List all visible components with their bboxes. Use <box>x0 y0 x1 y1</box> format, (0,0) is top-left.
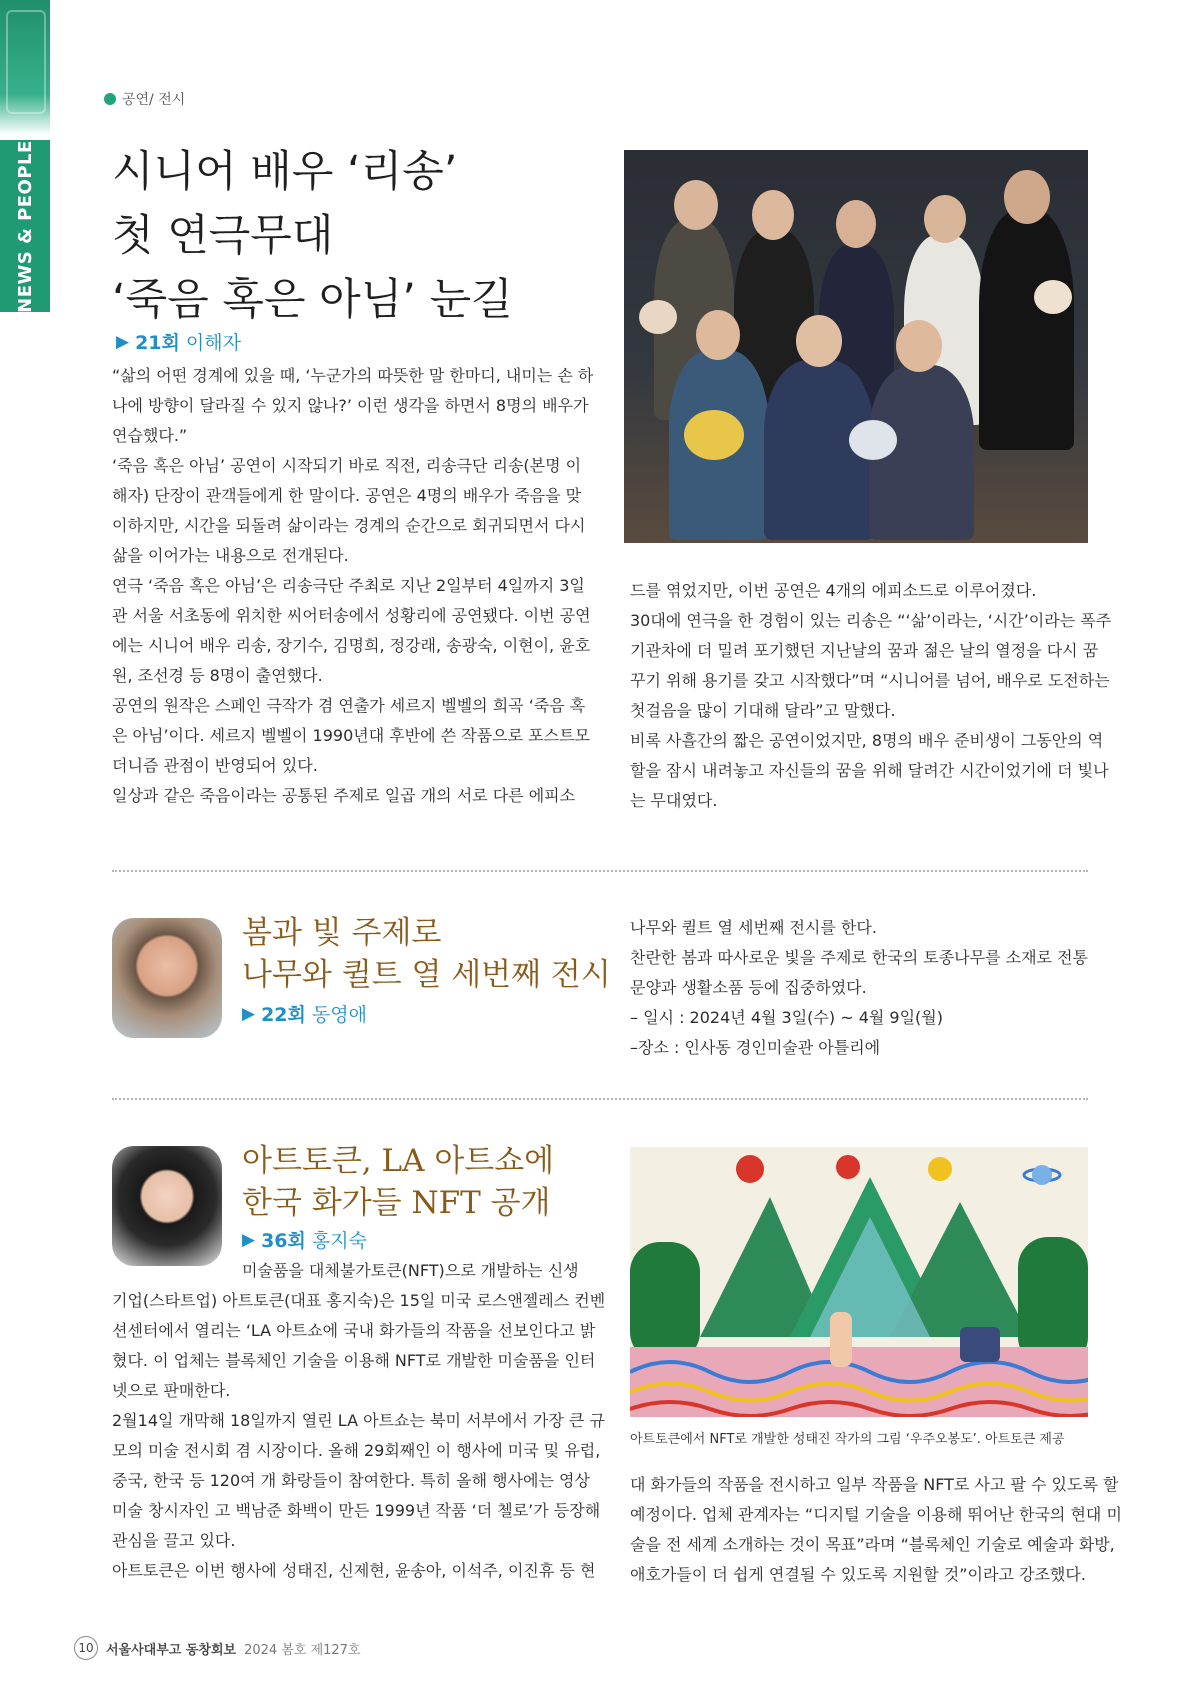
text-line: 애호가들이 더 쉽게 연결될 수 있도록 지원할 것”이라고 강조했다. <box>630 1565 1086 1584</box>
article2-byline <box>242 1000 367 1027</box>
text-line: 삶을 이어가는 내용으로 전개된다. <box>112 546 349 565</box>
byline-author: 이해자 <box>185 332 241 354</box>
article3-headline <box>242 1140 554 1224</box>
article3-column-intro <box>242 1256 579 1286</box>
article3-headline-line: 아트토큰, LA 아트쇼에 <box>242 1143 555 1179</box>
artwork-photo <box>630 1147 1088 1417</box>
photo-caption: 아트토큰에서 NFT로 개발한 성태진 작가의 그림 ‘우주오봉도’. 아트토큰 제공 <box>630 1432 1065 1447</box>
section-divider <box>112 1098 1088 1100</box>
byline-issue: 22회 <box>261 1004 306 1026</box>
text-line: 첫걸음을 많이 기대해 달라”고 말했다. <box>630 701 896 720</box>
text-line: 관심을 끌고 있다. <box>112 1531 236 1550</box>
text-line: 나에 방향이 달라질 수 있지 않나?’ 이런 생각을 하면서 8명의 배우가 <box>112 396 589 415</box>
text-line: 는 무대였다. <box>630 791 718 810</box>
text-line: 문양과 생활소품 등에 집중하였다. <box>630 978 867 997</box>
article1-column-right <box>630 576 1111 816</box>
text-line: 션센터에서 열리는 ‘LA 아트쇼에 국내 화가들의 작품을 선보인다고 밝 <box>112 1321 596 1340</box>
text-line: 꾸기 위해 용기를 갖고 시작했다”며 “시니어를 넘어, 배우로 도전하는 <box>630 671 1110 690</box>
text-line: 넷으로 판매한다. <box>112 1381 231 1400</box>
text-line: 연습했다.” <box>112 426 188 445</box>
text-line: 미술품을 대체불가토큰(NFT)으로 개발하는 신생 <box>242 1261 579 1280</box>
text-line: – 일시 : 2024년 4월 3일(수) ~ 4월 9일(월) <box>630 1008 943 1027</box>
text-line: 2월14일 개막해 18일까지 열린 LA 아트쇼는 북미 서부에서 가장 큰 규 <box>112 1411 605 1430</box>
text-line: ‘죽음 혹은 아님’ 공연이 시작되기 바로 직전, 리송극단 리송(본명 이 <box>112 456 582 475</box>
page-footer <box>74 1636 361 1660</box>
text-line: 은 아님’이다. 세르지 벨벨이 1990년대 후반에 쓴 작품으로 포스트모 <box>112 726 590 745</box>
text-line: 원, 조선경 등 8명이 출연했다. <box>112 666 323 685</box>
text-line: 미술 창시자인 고 백남준 화백이 만든 1999년 작품 ‘더 첼로’가 등장해 <box>112 1501 601 1520</box>
article3-headline-line: 한국 화가들 NFT 공개 <box>242 1185 551 1221</box>
text-line: 더니즘 관점이 반영되어 있다. <box>112 756 318 775</box>
text-line: 대 화가들의 작품을 전시하고 일부 작품을 NFT로 사고 팔 수 있도록 할 <box>630 1475 1119 1494</box>
article2-headline-line: 나무와 퀼트 열 세번째 전시 <box>242 957 611 993</box>
artwork-illustration <box>630 1147 1088 1417</box>
text-line: 예정이다. 업체 관계자는 “디지털 기술을 이용해 뛰어난 한국의 현대 미 <box>630 1505 1122 1524</box>
byline-author: 홍지숙 <box>311 1230 367 1252</box>
text-line: 비록 사흘간의 짧은 공연이었지만, 8명의 배우 준비생이 그동안의 역 <box>630 731 1104 750</box>
text-line: 해자) 단장이 관객들에게 한 말이다. 공연은 4명의 배우가 죽음을 맞 <box>112 486 582 505</box>
corner-decoration <box>0 0 50 135</box>
play-triangle-icon: ▶ <box>242 1003 256 1024</box>
article2-headline-line: 봄과 빛 주제로 <box>242 915 442 951</box>
text-line: 일상과 같은 죽음이라는 공통된 주제로 일곱 개의 서로 다른 에피소 <box>112 786 576 805</box>
text-line: 연극 ‘죽음 혹은 아님’은 리송극단 주최로 지난 2일부터 4일까지 3일 <box>112 576 585 595</box>
author-avatar-hong <box>112 1146 222 1266</box>
text-line: 관 서울 서초동에 위치한 씨어터송에서 성황리에 공연됐다. 이번 공연 <box>112 606 591 625</box>
issue-label: 2024 봄호 제127호 <box>244 1642 361 1658</box>
article1-byline <box>116 328 241 355</box>
text-line: 나무와 퀼트 열 세번째 전시를 한다. <box>630 918 877 937</box>
side-section-tab <box>0 140 50 312</box>
text-line: –장소 : 인사동 경인미술관 아틀리에 <box>630 1038 881 1057</box>
text-line: 중국, 한국 등 120여 개 화랑들이 참여한다. 특히 올해 행사에는 영상 <box>112 1471 590 1490</box>
publication-name: 서울사대부고 동창회보 <box>106 1642 237 1658</box>
text-line: 기관차에 더 밀려 포기했던 지난날의 꿈과 젊은 날의 열정을 다시 꿈 <box>630 641 1099 660</box>
section-divider <box>112 870 1088 872</box>
text-line: 기업(스타트업) 아트토큰(대표 홍지숙)은 15일 미국 로스앤젤레스 컨벤 <box>112 1291 606 1310</box>
play-triangle-icon: ▶ <box>242 1229 256 1250</box>
byline-issue: 36회 <box>261 1230 306 1252</box>
article3-column-left <box>112 1286 605 1586</box>
text-line: 30대에 연극을 한 경험이 있는 리송은 “‘삶’이라는, ‘시간’이라는 폭주 <box>630 611 1112 630</box>
text-line: 에는 시니어 배우 리송, 장기수, 김명희, 정강래, 송광숙, 이현이, 윤호 <box>112 636 591 655</box>
text-line: 공연의 원작은 스페인 극작가 겸 연출가 세르지 벨벨의 희곡 ‘죽음 혹 <box>112 696 586 715</box>
text-line: 모의 미술 전시회 겸 시장이다. 올해 29회째인 이 행사에 미국 및 유럽, <box>112 1441 601 1460</box>
text-line: 혔다. 이 업체는 블록체인 기술을 이용해 NFT로 개발한 미술품을 인터 <box>112 1351 596 1370</box>
text-line: 술을 전 세계 소개하는 것이 목표”라며 “블록체인 기술로 예술과 화방, <box>630 1535 1115 1554</box>
article3-column-right <box>630 1470 1122 1590</box>
text-line: 이하지만, 시간을 되돌려 삶이라는 경계의 순간으로 회귀되면서 다시 <box>112 516 586 535</box>
cast-group-photo <box>624 150 1088 543</box>
text-line: 드를 엮었지만, 이번 공연은 4개의 에피소드로 이루어졌다. <box>630 581 1037 600</box>
text-line: 찬란한 봄과 따사로운 빛을 주제로 한국의 토종나무를 소재로 전통 <box>630 948 1089 967</box>
article1-headline-line: 시니어 배우 ‘리송’ <box>112 147 458 197</box>
section-tag <box>104 89 185 109</box>
bullet-dot-icon <box>104 93 116 105</box>
text-line: 할을 잠시 내려놓고 자신들의 꿈을 위해 달려간 시간이었기에 더 빛나 <box>630 761 1109 780</box>
article2-headline <box>242 912 611 996</box>
text-line: 아트토큰은 이번 행사에 성태진, 신제현, 윤송아, 이석주, 이진휴 등 현 <box>112 1561 596 1580</box>
author-avatar-dong <box>112 918 222 1038</box>
page-number: 10 <box>74 1636 98 1660</box>
article1-headline-line: ‘죽음 혹은 아님’ 눈길 <box>112 275 513 325</box>
byline-author: 동영애 <box>311 1004 367 1026</box>
text-line: “삶의 어떤 경계에 있을 때, ‘누군가의 따뜻한 말 한마디, 내미는 손 하 <box>112 366 594 385</box>
article1-headline-line: 첫 연극무대 <box>112 211 334 261</box>
section-label: 공연/ 전시 <box>122 92 186 108</box>
article2-column <box>630 913 1088 1063</box>
article1-column-left <box>112 361 593 811</box>
byline-issue: 21회 <box>135 332 180 354</box>
side-tab-label: NEWS & PEOPLE <box>14 139 36 313</box>
play-triangle-icon: ▶ <box>116 331 130 352</box>
article1-headline <box>112 140 572 332</box>
article3-byline <box>242 1226 367 1253</box>
